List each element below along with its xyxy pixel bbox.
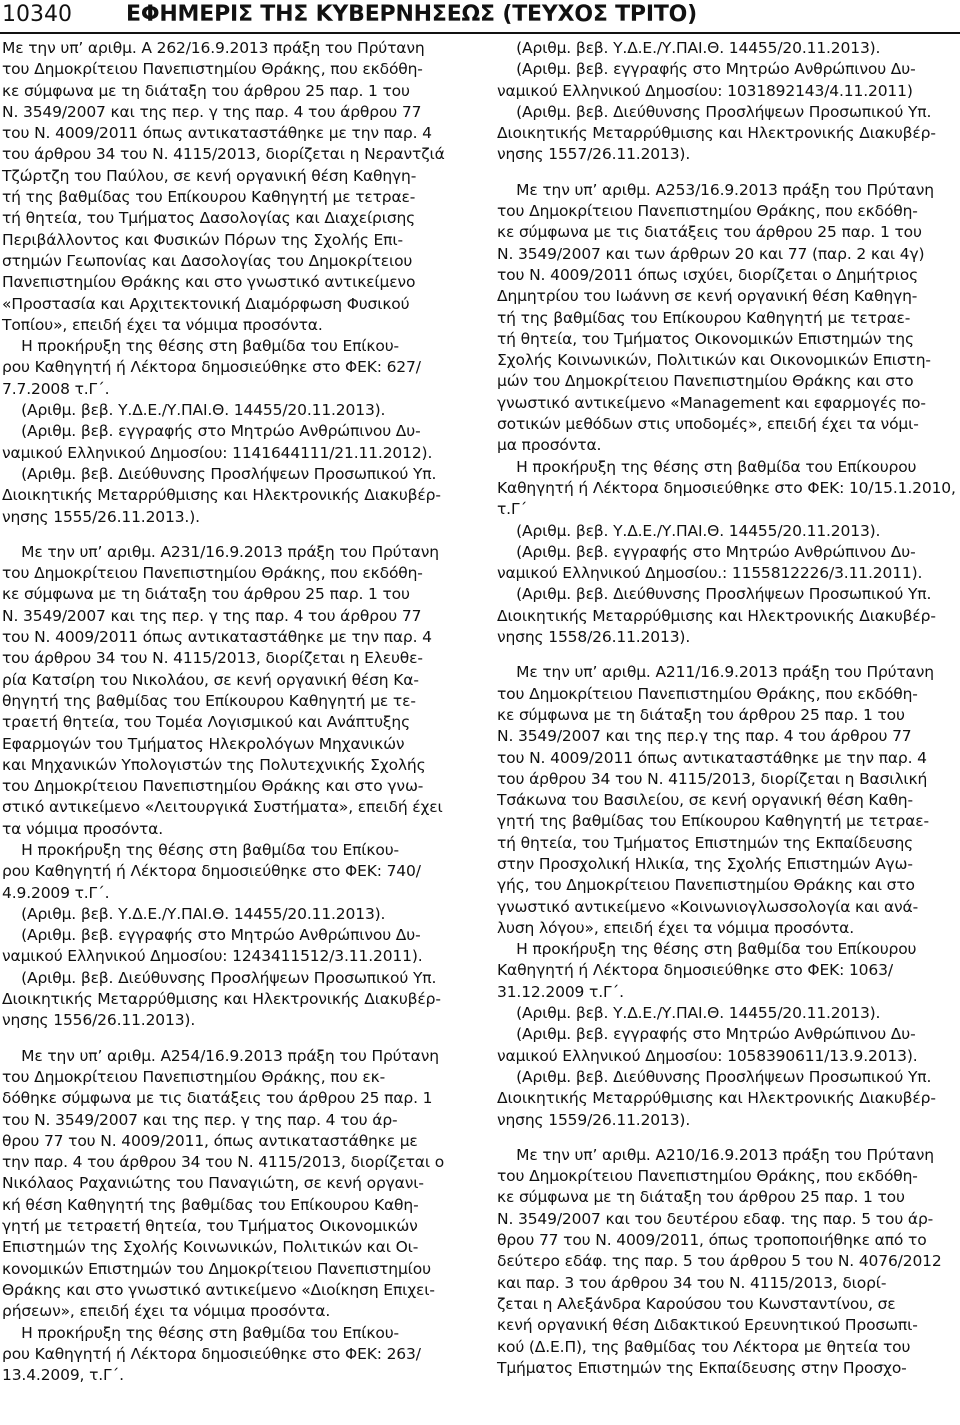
text-line: (Αριθμ. βεβ. Διεύθυνσης Προσλήψεων Προσωπικού Υπ. — [497, 585, 932, 604]
text-line: ναμικού Ελληνικού Δημοσίου: 1141644111/21.11.2012). — [2, 443, 433, 462]
text-line: Τμήματος Επιστημών της Εκπαίδευσης στην Προσχο- — [497, 1358, 907, 1377]
text-line: Διοικητικής Μεταρρύθμισης και Ηλεκτρονικής Διακυβέρ- — [2, 486, 441, 505]
text-line: Με την υπ’ αριθμ. Α211/16.9.2013 πράξη του Πρύτανη — [497, 663, 934, 682]
text-line: τα νόμιμα προσόντα. — [2, 819, 163, 838]
text-line: Καθηγητή ή Λέκτορα δημοσιεύθηκε στο ΦΕΚ: 10/15.1.2010, — [497, 478, 956, 497]
text-line: Καθηγητή ή Λέκτορα δημοσιεύθηκε στο ΦΕΚ: 1063/ — [497, 961, 893, 980]
right-column — [497, 38, 958, 1379]
text-line: «Προστασία και Αρχιτεκτονική Διαμόρφωση Φυσικού — [2, 294, 410, 313]
text-line: Σχολής Κοινωνικών, Πολιτικών και Οικονομικών Επιστη- — [497, 351, 931, 370]
text-line: κε σύμφωνα με τις διατάξεις του άρθρου 25 παρ. 1 του — [497, 223, 922, 242]
text-line: Ν. 3549/2007 και των άρθρων 20 και 77 (παρ. 2 και 4γ) — [497, 244, 925, 263]
text-line: νησης 1557/26.11.2013). — [497, 145, 691, 164]
page-header — [0, 0, 960, 40]
text-line: Εφαρμογών του Τμήματος Ηλεκρολόγων Μηχανικών — [2, 734, 405, 753]
paragraph-gap — [2, 1032, 468, 1046]
text-line: μα προσόντα. — [497, 436, 602, 455]
text-line: του άρθρου 34 του Ν. 4115/2013, διορίζεται η Νεραντζιά — [2, 145, 445, 164]
text-line: θηγητή της βαθμίδας του Επίκουρου Καθηγητή με τε- — [2, 691, 416, 710]
text-line: 4.9.2009 τ.Γ΄. — [2, 883, 110, 902]
text-line: ρία Κατσίρη του Νικολάου, σε κενή οργανική θέση Κα- — [2, 670, 419, 689]
text-line: νησης 1555/26.11.2013.). — [2, 507, 200, 526]
paragraph-gap — [497, 648, 958, 662]
text-line: θρου 77 του Ν. 4009/2011, όπως αντικαταστάθηκε με — [2, 1131, 418, 1150]
text-line: 31.12.2009 τ.Γ΄. — [497, 982, 624, 1001]
page-number: 10340 — [2, 2, 72, 27]
left-column — [2, 38, 468, 1386]
text-line: Θράκης και στο γνωστικό αντικείμενο «Διοίκηση Επιχει- — [2, 1280, 435, 1299]
text-line: του Δημοκρίτειου Πανεπιστημίου Θράκης, που εκ- — [2, 1067, 386, 1086]
text-line: κού (Δ.Ε.Π), της βαθμίδας του Λέκτορα με θητεία του — [497, 1337, 911, 1356]
text-line: νησης 1559/26.11.2013). — [497, 1110, 691, 1129]
text-line: του Δημοκρίτειου Πανεπιστημίου Θράκης, που εκδόθη- — [497, 202, 918, 221]
text-line: κε σύμφωνα με τη διάταξη του άρθρου 25 παρ. 1 του — [497, 705, 905, 724]
text-line: (Αριθμ. βεβ. Υ.Δ.Ε./Υ.ΠΑΙ.Θ. 14455/20.11.2013). — [2, 904, 386, 923]
text-line: στην Προσχολική Ηλικία, της Σχολής Επιστημών Αγω- — [497, 854, 913, 873]
text-line: τή της βαθμίδας του Επίκουρου Καθηγητή με τετραε- — [2, 188, 416, 207]
text-line: Με την υπ’ αριθμ. Α210/16.9.2013 πράξη του Πρύτανη — [497, 1145, 934, 1164]
text-line: κή θέση Καθηγητή της βαθμίδας του Επίκουρου Καθη- — [2, 1195, 419, 1214]
text-line: του άρθρου 34 του Ν. 4115/2013, διορίζεται η Ελευθε- — [2, 649, 423, 668]
paragraph-gap — [2, 528, 468, 542]
text-line: του Δημοκρίτειου Πανεπιστημίου Θράκης και στο γνω- — [2, 777, 424, 796]
text-line: του Ν. 4009/2011 όπως αντικαταστάθηκε με την παρ. 4 — [497, 748, 927, 767]
text-line: Η προκήρυξη της θέσης στη βαθμίδα του Επίκου- — [2, 1323, 399, 1342]
text-line: τή θητεία, του Τμήματος Επιστημών της Εκπαίδευσης — [497, 833, 914, 852]
text-line: (Αριθμ. βεβ. εγγραφής στο Μητρώο Ανθρώπινου Δυ- — [497, 1025, 916, 1044]
text-line: του Δημοκρίτειου Πανεπιστημίου Θράκης, που εκδόθη- — [497, 684, 918, 703]
text-line: τ.Γ΄ — [497, 500, 528, 519]
text-line: Νικόλαος Ραχανιώτης του Παναγιώτη, σε κενή οργανι- — [2, 1174, 424, 1193]
text-line: Με την υπ’ αριθμ. Α253/16.9.2013 πράξη του Πρύτανη — [497, 180, 934, 199]
text-line: Η προκήρυξη της θέσης στη βαθμίδα του Επίκουρου — [497, 940, 917, 959]
text-line: θρου 77 του Ν. 4009/2011, όπως τροποποιήθηκε από το — [497, 1231, 927, 1250]
text-line: Η προκήρυξη της θέσης στη βαθμίδα του Επίκου- — [2, 337, 399, 356]
text-line: του Δημοκρίτειου Πανεπιστημίου Θράκης, που εκδόθη- — [2, 60, 423, 79]
text-line: του Ν. 4009/2011 όπως αντικαταστάθηκε με την παρ. 4 — [2, 124, 432, 143]
text-line: τή θητεία, του Τμήματος Δασολογίας και Διαχείρισης — [2, 209, 416, 228]
text-line: ρου Καθηγητή ή Λέκτορα δημοσιεύθηκε στο ΦΕΚ: 740/ — [2, 862, 421, 881]
text-line: μών του Δημοκρίτειου Πανεπιστημίου Θράκης και στο — [497, 372, 914, 391]
text-line: κε σύμφωνα με τη διάταξη του άρθρου 25 παρ. 1 του — [2, 81, 410, 100]
text-line: Η προκήρυξη της θέσης στη βαθμίδα του Επίκουρου — [497, 457, 917, 476]
text-line: Ν. 3549/2007 και του δευτέρου εδαφ. της παρ. 5 του άρ- — [497, 1209, 934, 1228]
text-line: του Δημοκρίτειου Πανεπιστημίου Θράκης, που εκδόθη- — [2, 564, 423, 583]
text-line: ναμικού Ελληνικού Δημοσίου: 1031892143/4.11.2011) — [497, 81, 913, 100]
text-line: Πανεπιστημίου Θράκης και στο γνωστικό αντικείμενο — [2, 273, 416, 292]
text-line: κε σύμφωνα με τη διάταξη του άρθρου 25 παρ. 1 του — [497, 1188, 905, 1207]
text-line: Δημητρίου του Ιωάννη σε κενή οργανική θέση Καθηγη- — [497, 287, 918, 306]
text-line: Με την υπ’ αριθμ. Α231/16.9.2013 πράξη του Πρύτανη — [2, 542, 439, 561]
text-line: Ν. 3549/2007 και της περ.γ της παρ. 4 του άρθρου 77 — [497, 727, 912, 746]
text-line: δεύτερο εδάφ. της παρ. 5 του άρθρου 5 του Ν. 4076/2012 — [497, 1252, 942, 1271]
text-line: (Αριθμ. βεβ. Διεύθυνσης Προσλήψεων Προσωπικού Υπ. — [2, 464, 437, 483]
text-line: του Ν. 4009/2011 όπως ισχύει, διορίζεται ο Δημήτριος — [497, 265, 919, 284]
text-line: γητή με τετραετή θητεία, του Τμήματος Οικονομικών — [2, 1217, 418, 1236]
text-line: γής, του Δημοκρίτειου Πανεπιστημίου Θράκης και στο — [497, 876, 915, 895]
paragraph-gap — [497, 1131, 958, 1145]
text-line: ναμικού Ελληνικού Δημοσίου: 1243411512/3.11.2011). — [2, 947, 423, 966]
text-line: και παρ. 3 του άρθρου 34 του Ν. 4115/2013, διορί- — [497, 1273, 887, 1292]
text-line: του Ν. 4009/2011 όπως αντικαταστάθηκε με την παρ. 4 — [2, 628, 432, 647]
text-line: (Αριθμ. βεβ. εγγραφής στο Μητρώο Ανθρώπινου Δυ- — [497, 60, 916, 79]
text-line: 13.4.2009, τ.Γ΄. — [2, 1366, 124, 1385]
text-line: Με την υπ’ αριθμ. Α254/16.9.2013 πράξη του Πρύτανη — [2, 1046, 439, 1065]
text-line: στημών Γεωπονίας και Δασολογίας του Δημοκρίτειου — [2, 251, 413, 270]
text-line: και Μηχανικών Υπολογιστών της Πολυτεχνικής Σχολής — [2, 755, 426, 774]
text-line: (Αριθμ. βεβ. εγγραφής στο Μητρώο Ανθρώπινου Δυ- — [2, 422, 421, 441]
gazette-title: ΕΦΗΜΕΡΙΣ ΤΗΣ ΚΥΒΕΡΝΗΣΕΩΣ (ΤΕΥΧΟΣ ΤΡΙΤΟ) — [126, 2, 697, 27]
text-line: (Αριθμ. βεβ. Διεύθυνσης Προσλήψεων Προσωπικού Υπ. — [497, 102, 932, 121]
text-line: λυση λόγου», επειδή έχει τα νόμιμα προσόντα. — [497, 918, 855, 937]
paragraph-gap — [497, 166, 958, 180]
text-line: νησης 1558/26.11.2013). — [497, 628, 691, 647]
text-line: (Αριθμ. βεβ. Υ.Δ.Ε./Υ.ΠΑΙ.Θ. 14455/20.11.2013). — [497, 39, 881, 57]
text-line: του Ν. 3549/2007 και της περ. γ της παρ. 4 του άρ- — [2, 1110, 398, 1129]
text-line: τή της βαθμίδας του Επίκουρου Καθηγητή με τετραε- — [497, 308, 911, 327]
text-line: σοτικών μεθόδων στις υποδομές», επειδή έχει τα νόμι- — [497, 415, 919, 434]
text-line: στικό αντικείμενο «Λειτουργικά Συστήματα», επειδή έχει — [2, 798, 443, 817]
text-line: Διοικητικής Μεταρρύθμισης και Ηλεκτρονικής Διακυβέρ- — [497, 124, 936, 143]
text-line: Με την υπ’ αριθμ. Α 262/16.9.2013 πράξη του Πρύτανη — [2, 39, 425, 57]
text-line: Τοπίου», επειδή έχει τα νόμιμα προσόντα. — [2, 315, 323, 334]
text-line: τή θητεία, του Τμήματος Οικονομικών Επιστημών της — [497, 329, 914, 348]
text-line: Διοικητικής Μεταρρύθμισης και Ηλεκτρονικής Διακυβέρ- — [497, 606, 936, 625]
text-line: (Αριθμ. βεβ. Διεύθυνσης Προσλήψεων Προσωπικού Υπ. — [497, 1067, 932, 1086]
text-line: γνωστικό αντικείμενο «Management και εφαρμογές πο- — [497, 393, 926, 412]
text-line: νησης 1556/26.11.2013). — [2, 1011, 196, 1030]
text-line: Επιστημών της Σχολής Κοινωνικών, Πολιτικών και Οι- — [2, 1238, 419, 1257]
text-line: ρου Καθηγητή ή Λέκτορα δημοσιεύθηκε στο ΦΕΚ: 263/ — [2, 1344, 421, 1363]
text-line: την παρ. 4 του άρθρου 34 του Ν. 4115/2013, διορίζεται ο — [2, 1153, 445, 1172]
text-line: ρου Καθηγητή ή Λέκτορα δημοσιεύθηκε στο ΦΕΚ: 627/ — [2, 358, 421, 377]
text-line: κενή οργανική θέση Διδακτικού Ερευνητικού Προσωπι- — [497, 1316, 918, 1335]
text-line: γητή της βαθμίδας του Επίκουρου Καθηγητή με τετραε- — [497, 812, 929, 831]
text-line: γνωστικό αντικείμενο «Κοινωνιογλωσσολογία και ανά- — [497, 897, 919, 916]
text-line: Διοικητικής Μεταρρύθμισης και Ηλεκτρονικής Διακυβέρ- — [2, 990, 441, 1009]
text-line: κονομικών Επιστημών του Δημοκρίτειου Πανεπιστημίου — [2, 1259, 431, 1278]
text-line: (Αριθμ. βεβ. Υ.Δ.Ε./Υ.ΠΑΙ.Θ. 14455/20.11.2013). — [497, 521, 881, 540]
header-rule — [0, 32, 960, 34]
text-line: Διοικητικής Μεταρρύθμισης και Ηλεκτρονικής Διακυβέρ- — [497, 1089, 936, 1108]
text-line: (Αριθμ. βεβ. Διεύθυνσης Προσλήψεων Προσωπικού Υπ. — [2, 968, 437, 987]
text-line: (Αριθμ. βεβ. εγγραφής στο Μητρώο Ανθρώπινου Δυ- — [497, 542, 916, 561]
text-line: τραετή θητεία, του Τομέα Λογισμικού και Ανάπτυξης — [2, 713, 411, 732]
text-line: του άρθρου 34 του Ν. 4115/2013, διορίζεται η Βασιλική — [497, 769, 928, 788]
text-line: Ν. 3549/2007 και της περ. γ της παρ. 4 του άρθρου 77 — [2, 606, 422, 625]
text-line: Ν. 3549/2007 και της περ. γ της παρ. 4 του άρθρου 77 — [2, 102, 422, 121]
text-line: δόθηκε σύμφωνα με τις διατάξεις του άρθρου 25 παρ. 1 — [2, 1089, 433, 1108]
text-line: ζεται η Αλεξάνδρα Καρούσου του Κωνσταντίνου, σε — [497, 1294, 896, 1313]
text-line: κε σύμφωνα με τη διάταξη του άρθρου 25 παρ. 1 του — [2, 585, 410, 604]
text-line: Τσάκωνα του Βασιλείου, σε κενή οργανική θέση Καθη- — [497, 791, 913, 810]
text-line: ναμικού Ελληνικού Δημοσίου: 1058390611/13.9.2013). — [497, 1046, 918, 1065]
text-line: (Αριθμ. βεβ. Υ.Δ.Ε./Υ.ΠΑΙ.Θ. 14455/20.11.2013). — [497, 1004, 881, 1023]
text-line: 7.7.2008 τ.Γ΄. — [2, 379, 110, 398]
text-line: (Αριθμ. βεβ. εγγραφής στο Μητρώο Ανθρώπινου Δυ- — [2, 926, 421, 945]
text-line: ρήσεων», επειδή έχει τα νόμιμα προσόντα. — [2, 1302, 331, 1321]
text-line: Η προκήρυξη της θέσης στη βαθμίδα του Επίκου- — [2, 840, 399, 859]
text-line: Περιβάλλοντος και Φυσικών Πόρων της Σχολής Επι- — [2, 230, 403, 249]
text-line: ναμικού Ελληνικού Δημοσίου.: 1155812226/3.11.2011). — [497, 564, 923, 583]
text-line: του Δημοκρίτειου Πανεπιστημίου Θράκης, που εκδόθη- — [497, 1167, 918, 1186]
text-line: Τζώρτζη του Παύλου, σε κενή οργανική θέση Καθηγη- — [2, 166, 417, 185]
text-line: (Αριθμ. βεβ. Υ.Δ.Ε./Υ.ΠΑΙ.Θ. 14455/20.11.2013). — [2, 401, 386, 420]
